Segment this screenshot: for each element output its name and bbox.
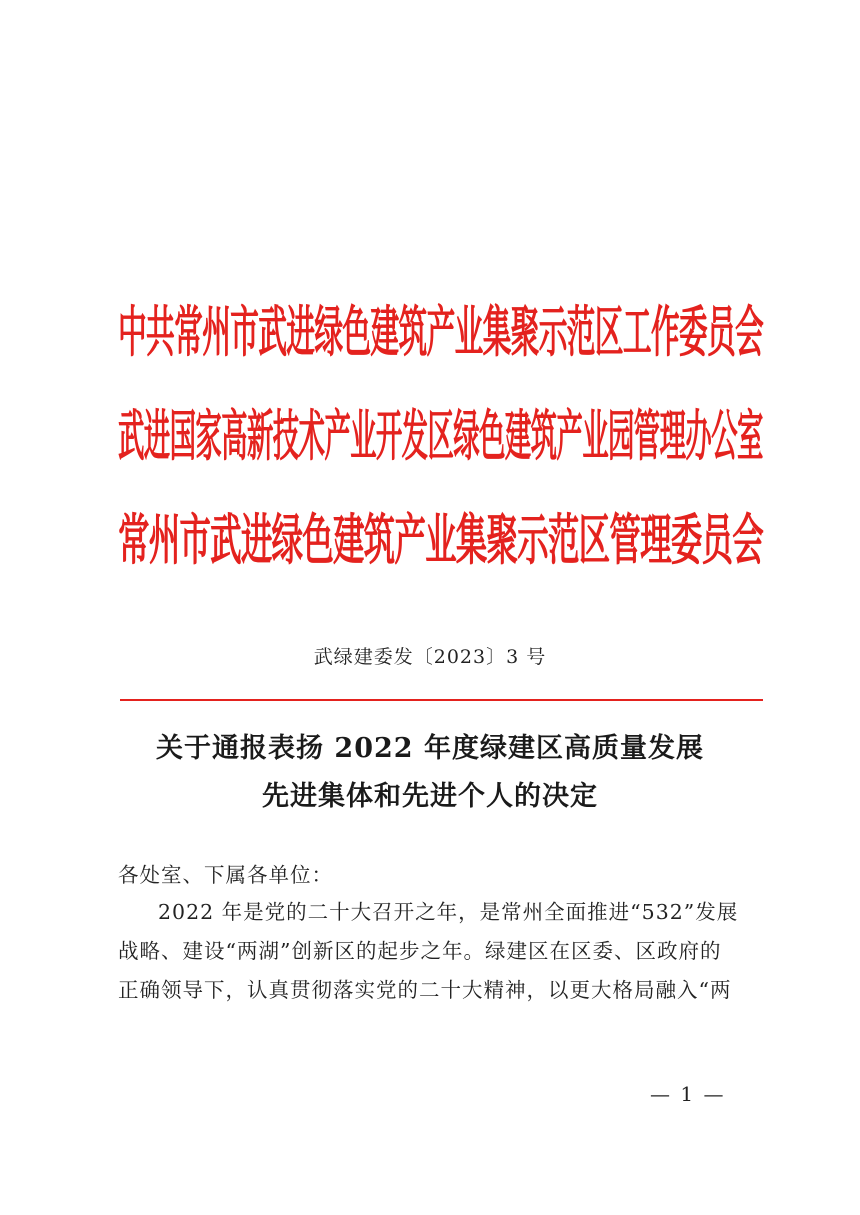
body-line-2: 战略、建设“两湖”创新区的起步之年。绿建区在区委、区政府的 bbox=[118, 939, 722, 963]
letterhead-line-3: 常州市武进绿色建筑产业集聚示范区管理委员会 bbox=[118, 506, 763, 572]
document-number: 武绿建委发〔2023〕3 号 bbox=[313, 646, 547, 668]
document-title-line-2: 先进集体和先进个人的决定 bbox=[262, 781, 598, 812]
letterhead-line-2: 武进国家高新技术产业开发区绿色建筑产业园管理办公室 bbox=[118, 402, 763, 468]
body-line-3: 正确领导下，认真贯彻落实党的二十大精神，以更大格局融入“两 bbox=[118, 978, 732, 1002]
salutation: 各处室、下属各单位： bbox=[118, 863, 333, 887]
document-title-line-1: 关于通报表扬 2022 年度绿建区高质量发展 bbox=[156, 733, 704, 764]
body-line-1: 2022 年是党的二十大召开之年，是常州全面推进“532”发展 bbox=[158, 900, 739, 924]
page-number: — 1 — bbox=[650, 1082, 726, 1106]
red-divider-line bbox=[120, 699, 763, 701]
letterhead-line-1: 中共常州市武进绿色建筑产业集聚示范区工作委员会 bbox=[118, 298, 764, 364]
